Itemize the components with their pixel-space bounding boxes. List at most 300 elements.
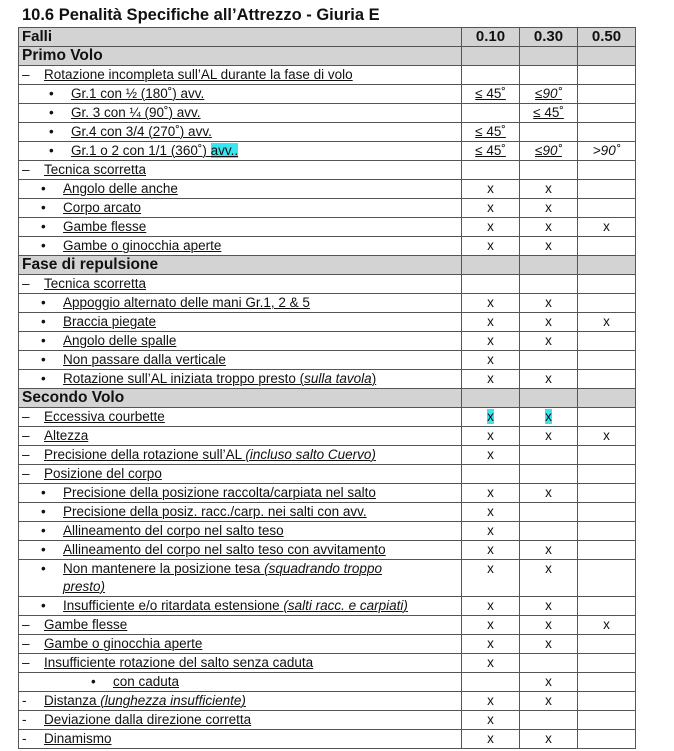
penalty-cell-030 [520,692,578,711]
highlighted-text: avv.. [210,143,239,158]
penalty-mark: x [603,314,610,329]
bullet-marker: • [41,295,46,310]
penalty-cell-010 [462,180,520,199]
fault-text: Deviazione dalla direzione corretta [44,712,252,727]
bullet-marker: • [49,143,54,158]
fault-text-wrap [63,314,156,329]
penalty-mark: x [487,333,494,348]
penalty-cell-010 [462,199,520,218]
penalty-mark: x [487,731,494,746]
penalty-cell-050 [578,673,636,692]
dash-marker: - [22,712,27,727]
penalty-mark: x [487,352,494,367]
fault-text-italic: (salti racc. e carpiati) [283,598,408,613]
penalty-cell-010 [462,237,520,256]
penalty-cell-010 [462,275,520,294]
penalty-cell-010 [462,541,520,560]
penalty-mark: x [545,333,552,348]
penalty-cell-010 [462,560,520,597]
penalty-mark: x [545,428,552,443]
dash-marker: – [22,409,30,424]
dash-marker: - [22,693,27,708]
fault-description [19,711,462,730]
fault-description [19,313,462,332]
penalty-cell-050 [578,427,636,446]
penalty-cell-010 [462,427,520,446]
section-row [19,389,636,408]
penalty-mark: x [487,693,494,708]
fault-text: Rotazione incompleta sull’AL durante la fase di volo [44,67,353,82]
fault-description [19,294,462,313]
fault-description [19,332,462,351]
fault-text-wrap [44,731,112,746]
fault-description [19,161,462,180]
fault-text-wrap [63,371,376,386]
penalty-mark: x [487,200,494,215]
penalty-cell-010 [462,484,520,503]
table-row [19,199,636,218]
penalty-mark: x [545,598,552,613]
fault-description [19,560,462,597]
fault-text: Rotazione sull’AL iniziata troppo presto ( [63,371,305,386]
penalty-cell-050 [578,218,636,237]
fault-text: Angolo delle spalle [63,333,177,348]
table-row [19,275,636,294]
fault-text: Braccia piegate [63,314,157,329]
bullet-marker: • [41,523,46,538]
penalty-cell-030 [520,560,578,597]
penalty-mark: ≤ 45˚ [533,105,564,120]
table-row [19,161,636,180]
table-row [19,408,636,427]
penalty-cell-030 [520,104,578,123]
penalty-cell-050 [578,484,636,503]
penalty-cell-010 [462,446,520,465]
fault-text-wrap [44,693,246,708]
fault-description [19,692,462,711]
penalty-cell-030 [520,711,578,730]
fault-description [19,427,462,446]
penalty-mark: x [545,219,552,234]
penalty-mark: x [487,523,494,538]
penalty-mark: x [603,428,610,443]
penalty-table [18,27,636,749]
penalty-cell-030 [520,522,578,541]
fault-text: Allineamento del corpo nel salto teso [63,523,284,538]
bullet-marker: • [41,181,46,196]
table-row [19,180,636,199]
fault-text-italic: sulla tavola [304,371,372,386]
penalty-mark: x [545,181,552,196]
table-row [19,313,636,332]
table-row [19,218,636,237]
penalty-mark: x [487,712,494,727]
fault-text: Non passare dalla verticale [63,352,226,367]
bullet-marker: • [41,371,46,386]
fault-text-wrap [63,200,141,215]
penalty-cell-050 [578,465,636,484]
fault-text: Insufficiente rotazione del salto senza caduta [44,655,314,670]
page-title: 10.6 Penalità Specifiche all’Attrezzo - Giuria E [22,6,380,24]
penalty-cell-030 [520,370,578,389]
table-row [19,673,636,692]
table-row [19,522,636,541]
fault-description [19,730,462,749]
fault-text-wrap [44,67,353,82]
table-row [19,730,636,749]
penalty-cell-050 [578,275,636,294]
penalty-cell-050 [578,654,636,673]
fault-description [19,616,462,635]
table-row [19,635,636,654]
penalty-cell-030 [520,465,578,484]
bullet-marker: • [41,598,46,613]
penalty-cell-050 [578,446,636,465]
fault-text: Gambe o ginocchia aperte [44,636,203,651]
penalty-mark: x [603,219,610,234]
fault-description [19,465,462,484]
fault-text: Gr.4 con 3/4 (270˚) avv. [71,124,212,139]
penalty-cell-030 [520,199,578,218]
table-row [19,654,636,673]
table-row [19,104,636,123]
fault-text-wrap [63,485,376,500]
penalty-mark: ≤90˚ [535,143,562,158]
table-row [19,351,636,370]
section-cell [520,256,578,275]
fault-text: Allineamento del corpo nel salto teso con avvitamento [63,542,386,557]
penalty-cell-030 [520,351,578,370]
fault-text: Precisione della rotazione sull’AL [44,447,246,462]
penalty-cell-050 [578,85,636,104]
penalty-cell-030 [520,123,578,142]
penalty-mark: x [487,181,494,196]
bullet-marker: • [41,352,46,367]
penalty-mark: x [487,485,494,500]
section-cell [578,256,636,275]
penalty-cell-030 [520,446,578,465]
fault-text: con caduta [113,674,180,689]
penalty-cell-030 [520,313,578,332]
penalty-mark: x [545,693,552,708]
table-row [19,541,636,560]
table-row [19,711,636,730]
penalty-cell-010 [462,730,520,749]
fault-text: Gr.1 con ½ (180˚) avv. [71,86,205,101]
section-cell [520,47,578,66]
penalty-mark: x [545,295,552,310]
penalty-cell-030 [520,142,578,161]
penalty-cell-030 [520,66,578,85]
table-row [19,332,636,351]
fault-text-wrap [44,617,127,632]
penalty-mark: x [487,598,494,613]
dash-marker: – [22,67,30,82]
penalty-mark: x [545,542,552,557]
fault-text: Gambe flesse [44,617,128,632]
penalty-cell-030 [520,408,578,427]
fault-text: Tecnica scorretta [44,276,147,291]
table-row [19,370,636,389]
table-row [19,142,636,161]
penalty-cell-030 [520,427,578,446]
fault-text: Angolo delle anche [63,181,178,196]
dash-marker: – [22,276,30,291]
fault-description [19,673,462,692]
fault-text: Gambe o ginocchia aperte [63,238,222,253]
fault-description [19,142,462,161]
penalty-cell-010 [462,692,520,711]
penalty-cell-050 [578,332,636,351]
penalty-cell-030 [520,275,578,294]
fault-text-wrap [44,447,376,462]
fault-text: Corpo arcato [63,200,142,215]
header-faults: Falli [19,28,462,47]
fault-text-wrap [44,655,313,670]
penalty-cell-010 [462,123,520,142]
penalty-cell-050 [578,104,636,123]
fault-text-wrap [63,238,221,253]
penalty-mark: x [545,485,552,500]
bullet-marker: • [41,238,46,253]
penalty-mark: x [545,561,552,576]
penalty-cell-030 [520,503,578,522]
fault-description [19,180,462,199]
penalty-cell-030 [520,180,578,199]
table-row [19,560,636,597]
table-row [19,616,636,635]
penalty-cell-050 [578,237,636,256]
bullet-marker: • [41,561,46,576]
penalty-mark: x [487,371,494,386]
penalty-mark: >90˚ [592,143,621,158]
fault-text: Gr.1 o 2 con 1/1 (360˚) [71,143,211,158]
penalty-cell-030 [520,237,578,256]
penalty-cell-010 [462,313,520,332]
penalty-mark: x [487,238,494,253]
penalty-cell-010 [462,522,520,541]
section-row [19,256,636,275]
penalty-cell-030 [520,541,578,560]
fault-description [19,484,462,503]
penalty-cell-050 [578,142,636,161]
fault-text-wrap [44,276,146,291]
penalty-mark: x [487,314,494,329]
section-cell [578,47,636,66]
fault-text-wrap [44,712,251,727]
penalty-cell-010 [462,104,520,123]
fault-text: Gambe flesse [63,219,147,234]
fault-text-italic: (lunghezza insufficiente) [100,693,246,708]
bullet-marker: • [41,504,46,519]
fault-description [19,408,462,427]
penalty-mark: x [487,655,494,670]
fault-description [19,635,462,654]
penalty-cell-010 [462,332,520,351]
penalty-cell-010 [462,161,520,180]
penalty-cell-010 [462,616,520,635]
fault-text-wrap [63,542,386,557]
table-header-row [19,28,636,47]
penalty-cell-050 [578,541,636,560]
penalty-cell-050 [578,294,636,313]
penalty-cell-010 [462,597,520,616]
penalty-mark: x [487,219,494,234]
fault-text-wrap [63,523,284,538]
dash-marker: – [22,162,30,177]
penalty-mark: x [487,428,494,443]
table-row [19,85,636,104]
penalty-mark: x [487,409,494,424]
section-cell [462,256,520,275]
table-row [19,465,636,484]
section-cell [578,389,636,408]
fault-text: Precisione della posiz. racc./carp. nei salti con avv. [63,504,367,519]
penalty-mark: ≤ 45˚ [475,143,506,158]
fault-description [19,503,462,522]
table-row [19,237,636,256]
penalty-cell-010 [462,673,520,692]
penalty-mark: x [545,636,552,651]
bullet-marker: • [49,105,54,120]
penalty-mark: x [545,409,552,424]
penalty-cell-050 [578,635,636,654]
penalty-mark: x [487,504,494,519]
penalty-mark: x [603,617,610,632]
penalty-mark: x [545,238,552,253]
fault-text: Posizione del corpo [44,466,162,481]
penalty-cell-050 [578,199,636,218]
penalty-mark: x [545,731,552,746]
penalty-cell-030 [520,635,578,654]
fault-text-tail: ) [371,371,377,386]
table-row [19,66,636,85]
bullet-marker: • [41,314,46,329]
dash-marker: – [22,466,30,481]
fault-text-wrap [71,105,201,120]
bullet-marker: • [49,124,54,139]
penalty-mark: x [487,295,494,310]
penalty-cell-010 [462,654,520,673]
dash-marker: – [22,655,30,670]
fault-text: Dinamismo [44,731,112,746]
header-010: 0.10 [462,28,520,47]
table-row [19,123,636,142]
section-cell [520,389,578,408]
penalty-mark: x [545,617,552,632]
dash-marker: – [22,636,30,651]
dash-marker: – [22,617,30,632]
table-row [19,503,636,522]
penalty-cell-010 [462,294,520,313]
fault-description [19,85,462,104]
fault-description [19,275,462,294]
penalty-cell-030 [520,332,578,351]
dash-marker: – [22,428,30,443]
section-title: Primo Volo [19,47,462,66]
penalty-cell-050 [578,161,636,180]
section-row-primo-volo [19,47,636,66]
table-row [19,427,636,446]
fault-text: Insufficiente e/o ritardata estensione [63,598,284,613]
fault-description [19,654,462,673]
fault-text-wrap [63,504,367,519]
penalty-cell-030 [520,484,578,503]
fault-text-wrap [63,352,226,367]
penalty-cell-030 [520,616,578,635]
penalty-mark: ≤ 45˚ [475,86,506,101]
fault-text-wrap [63,333,176,348]
penalty-cell-030 [520,161,578,180]
penalty-cell-030 [520,294,578,313]
fault-text-wrap [71,143,238,158]
penalty-cell-030 [520,85,578,104]
table-row [19,692,636,711]
bullet-marker: • [41,200,46,215]
penalty-mark: x [545,674,552,689]
fault-description [19,218,462,237]
penalty-cell-010 [462,711,520,730]
fault-text-wrap [63,560,423,596]
fault-text-wrap [44,428,88,443]
fault-text-italic: (incluso salto Cuervo) [245,447,376,462]
fault-text: Distanza [44,693,101,708]
table-row [19,294,636,313]
bullet-marker: • [41,333,46,348]
penalty-cell-010 [462,465,520,484]
penalty-cell-030 [520,654,578,673]
header-030: 0.30 [520,28,578,47]
fault-description [19,237,462,256]
penalty-cell-050 [578,123,636,142]
dash-marker: – [22,447,30,462]
section-cell [462,389,520,408]
fault-text: Tecnica scorretta [44,162,147,177]
penalty-mark: x [545,314,552,329]
fault-text-wrap [44,636,202,651]
penalty-cell-050 [578,313,636,332]
table-row [19,446,636,465]
fault-text: Precisione della posizione raccolta/carpiata nel salto [63,485,376,500]
penalty-cell-010 [462,66,520,85]
fault-text-wrap [44,162,146,177]
penalty-cell-030 [520,218,578,237]
bullet-marker: • [49,86,54,101]
penalty-cell-010 [462,351,520,370]
header-050: 0.50 [578,28,636,47]
table-row [19,484,636,503]
section-cell [462,47,520,66]
fault-text-wrap [44,409,165,424]
penalty-cell-050 [578,408,636,427]
fault-text-wrap [71,124,212,139]
fault-description [19,123,462,142]
fault-text: Eccessiva courbette [44,409,165,424]
fault-text: Non mantenere la posizione tesa [63,561,265,576]
penalty-cell-050 [578,522,636,541]
penalty-cell-050 [578,351,636,370]
penalty-cell-050 [578,711,636,730]
penalty-cell-050 [578,66,636,85]
penalty-mark: x [487,447,494,462]
bullet-marker: • [41,485,46,500]
fault-text-wrap [71,86,204,101]
penalty-cell-050 [578,616,636,635]
fault-text-wrap [63,598,408,613]
bullet-marker: • [91,674,96,689]
fault-text: Altezza [44,428,89,443]
penalty-cell-050 [578,730,636,749]
